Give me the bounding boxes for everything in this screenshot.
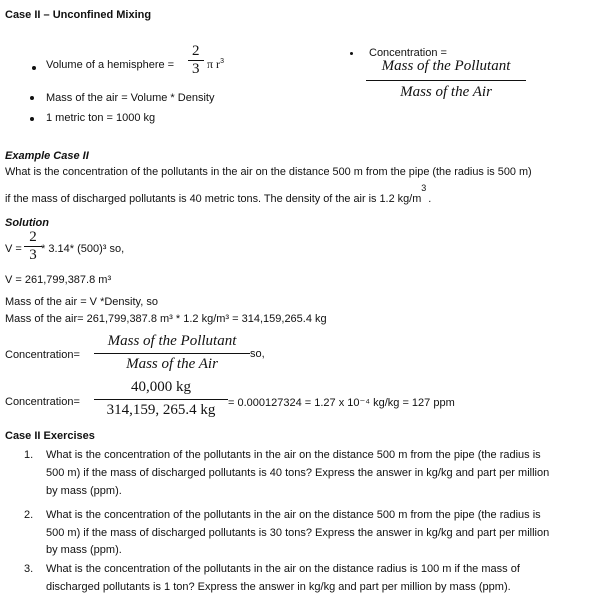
exercise-1-line-2: 500 m) if the mass of discharged pollutants is 40 tons? Express the answer in kg/kg and part per million: [46, 467, 550, 479]
concentration-label: Concentration=: [5, 396, 80, 408]
solution-heading: Solution: [5, 217, 49, 229]
volume-formula-tail: [207, 57, 224, 72]
mass-air-line-1: Mass of the air = V *Density, so: [5, 296, 158, 308]
metric-ton-note: 1 metric ton = 1000 kg: [46, 112, 156, 124]
bullet-icon: [30, 117, 34, 121]
question-text: if the mass of discharged pollutants is 40 metric tons. The density of the air is 1.2 kg/m: [5, 193, 422, 205]
exercise-number: 1.: [24, 449, 34, 461]
example-question-line-1: What is the concentration of the pollutants in the air on the distance 500 m from the pipe (the radius is 500 m): [5, 166, 532, 178]
exercise-number: 3.: [24, 563, 34, 575]
air-mass: 314,159, 265.4 kg: [106, 402, 216, 418]
mass-air-line-2: Mass of the air= 261,799,387.8 m³ * 1.2 kg/m³ = 314,159,265.4 kg: [5, 313, 327, 325]
volume-numerator: 2: [188, 43, 204, 61]
concentration-numerator: Mass of the Pollutant: [94, 333, 250, 354]
exercise-number: 2.: [24, 509, 34, 521]
period: .: [428, 193, 432, 205]
exercise-3-line-1: What is the concentration of the pollutants in the air on the distance radius is 100 m if the mass of: [46, 563, 520, 575]
section-title: Case II – Unconfined Mixing: [5, 9, 152, 21]
exponent: 3: [220, 58, 224, 65]
volume-denominator: 3: [192, 61, 200, 77]
exercise-1-line-3: by mass (ppm).: [46, 485, 122, 497]
v-numerator: 2: [24, 229, 42, 247]
concentration-denominator: Mass of the Air: [400, 84, 492, 100]
exercise-2-line-1: What is the concentration of the pollutants in the air on the distance 500 m from the pipe (the radius is: [46, 509, 541, 521]
concentration-numerator: Mass of the Pollutant: [366, 58, 526, 81]
v-formula-tail: * 3.14* (500)³ so,: [41, 243, 125, 255]
example-question-line-2: [5, 183, 432, 205]
exercise-2-line-2: 500 m) if the mass of discharged pollutants is 30 tons? Express the answer in kg/kg and part per million: [46, 527, 550, 539]
concentration-value-fraction: [96, 379, 226, 419]
exponent: 3: [421, 183, 427, 193]
exercise-2-line-3: by mass (ppm).: [46, 544, 122, 556]
concentration-denominator: Mass of the Air: [126, 356, 218, 372]
volume-fraction: [190, 43, 202, 78]
so-text: so,: [250, 348, 265, 360]
concentration-fraction: [96, 333, 248, 373]
mass-air-formula: Mass of the air = Volume * Density: [46, 92, 215, 104]
v-prefix: V =: [5, 243, 22, 255]
v-denominator: 3: [29, 247, 37, 263]
volume-label: Volume of a hemisphere =: [46, 59, 175, 71]
exercise-1-line-1: What is the concentration of the pollutants in the air on the distance 500 m from the pipe (the radius is: [46, 449, 541, 461]
exercises-heading: Case II Exercises: [5, 430, 95, 442]
pi-r: π r: [207, 57, 221, 71]
bullet-icon: [350, 52, 353, 55]
v-result: V = 261,799,387.8 m³: [5, 274, 112, 286]
concentration-fraction: [368, 58, 524, 101]
exercise-3-line-2: discharged pollutants is 1 ton? Express the answer in kg/kg and part per million by mass (ppm).: [46, 581, 511, 593]
bullet-icon: [32, 66, 36, 70]
concentration-label: Concentration =: [369, 47, 447, 59]
pollutant-mass: 40,000 kg: [94, 379, 228, 400]
concentration-label: Concentration=: [5, 349, 80, 361]
bullet-icon: [30, 96, 34, 100]
example-heading: Example Case II: [5, 150, 89, 162]
v-fraction: [26, 229, 40, 264]
concentration-result: = 0.000127324 = 1.27 x 10⁻⁴ kg/kg = 127 ppm: [228, 397, 455, 409]
